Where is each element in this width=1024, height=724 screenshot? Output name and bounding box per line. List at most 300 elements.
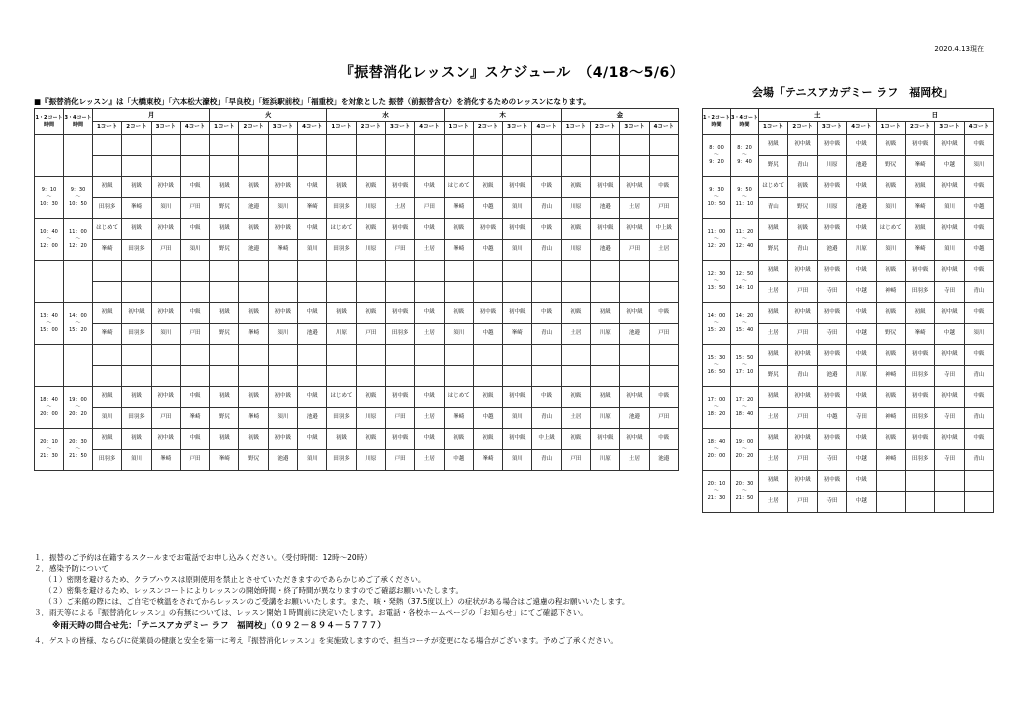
coach-cell: 戸田 bbox=[180, 450, 209, 471]
level-cell: 中級 bbox=[649, 429, 678, 450]
level-cell: 初中級 bbox=[817, 303, 846, 324]
coach-cell bbox=[210, 282, 239, 303]
coach-cell bbox=[591, 156, 620, 177]
level-cell: 初級 bbox=[356, 303, 385, 324]
coach-cell: 土居 bbox=[415, 450, 444, 471]
level-cell: 初級 bbox=[239, 219, 268, 240]
coach-cell: 神崎 bbox=[876, 282, 905, 303]
coach-cell: 戸田 bbox=[649, 198, 678, 219]
day-header: 日 bbox=[876, 109, 994, 122]
coach-cell: 野尻 bbox=[210, 408, 239, 429]
table-row bbox=[703, 345, 994, 366]
coach-cell: 田羽多 bbox=[93, 450, 122, 471]
coach-cell: 戸田 bbox=[561, 450, 590, 471]
level-cell: 初中級 bbox=[788, 303, 817, 324]
level-cell: 初中級 bbox=[268, 303, 297, 324]
coach-cell: 川原 bbox=[847, 240, 876, 261]
level-cell bbox=[620, 261, 649, 282]
level-cell: 初中級 bbox=[268, 429, 297, 450]
level-cell: 初級 bbox=[561, 177, 590, 198]
coach-cell: 川原 bbox=[356, 408, 385, 429]
level-cell: 初中級 bbox=[788, 471, 817, 492]
coach-cell: 池邉 bbox=[268, 450, 297, 471]
level-cell: 初級 bbox=[93, 177, 122, 198]
table-row bbox=[35, 198, 679, 219]
level-cell bbox=[649, 345, 678, 366]
level-cell: 初級 bbox=[444, 219, 473, 240]
level-cell: 初中級 bbox=[473, 219, 502, 240]
table-row bbox=[703, 387, 994, 408]
coach-cell: 峯崎 bbox=[503, 324, 532, 345]
level-cell: 中級 bbox=[532, 177, 561, 198]
coach-cell bbox=[151, 156, 180, 177]
coach-cell: 青山 bbox=[532, 198, 561, 219]
coach-cell: 田羽多 bbox=[122, 408, 151, 429]
coach-cell: 中越 bbox=[473, 408, 502, 429]
coach-cell: 神崎 bbox=[876, 408, 905, 429]
coach-cell bbox=[532, 282, 561, 303]
level-cell: 初級 bbox=[239, 177, 268, 198]
level-cell: 初級 bbox=[788, 177, 817, 198]
coach-cell: 寺田 bbox=[935, 450, 964, 471]
coach-cell bbox=[591, 282, 620, 303]
level-cell bbox=[935, 471, 964, 492]
court-header: 1コート bbox=[327, 122, 356, 135]
coach-cell bbox=[239, 156, 268, 177]
time34-cell: 11：00 ～ 12：20 bbox=[64, 219, 93, 261]
level-cell: 中級 bbox=[298, 177, 327, 198]
level-cell bbox=[561, 345, 590, 366]
coach-cell: 戸田 bbox=[180, 324, 209, 345]
day-header: 火 bbox=[210, 109, 327, 122]
level-cell: 初中級 bbox=[122, 303, 151, 324]
day-header: 金 bbox=[561, 109, 678, 122]
level-cell: 初級 bbox=[444, 429, 473, 450]
level-cell: 初級 bbox=[561, 303, 590, 324]
level-cell bbox=[356, 345, 385, 366]
coach-cell: 峯崎 bbox=[298, 198, 327, 219]
coach-cell: 青山 bbox=[788, 366, 817, 387]
coach-cell: 峯崎 bbox=[93, 324, 122, 345]
coach-cell: 戸田 bbox=[151, 408, 180, 429]
coach-cell: 池邉 bbox=[239, 198, 268, 219]
coach-cell: 寺田 bbox=[817, 324, 846, 345]
level-cell: はじめて bbox=[876, 219, 905, 240]
court-header: 3コート bbox=[151, 122, 180, 135]
coach-cell: 中越 bbox=[935, 156, 964, 177]
level-cell: 中級 bbox=[532, 387, 561, 408]
level-cell bbox=[503, 261, 532, 282]
coach-cell: 田羽多 bbox=[327, 408, 356, 429]
level-cell: 初級 bbox=[93, 387, 122, 408]
level-cell bbox=[561, 135, 590, 156]
table-row bbox=[35, 366, 679, 387]
coach-cell: 峯崎 bbox=[905, 324, 934, 345]
coach-cell: 寺田 bbox=[935, 408, 964, 429]
coach-cell: 土居 bbox=[620, 450, 649, 471]
coach-cell bbox=[415, 366, 444, 387]
coach-cell: 川原 bbox=[327, 324, 356, 345]
coach-cell: 寺田 bbox=[817, 492, 846, 513]
level-cell: 中級 bbox=[964, 177, 993, 198]
level-cell: 初級 bbox=[327, 177, 356, 198]
coach-cell: 須川 bbox=[268, 198, 297, 219]
time12-cell: 18：40 ～ 20：00 bbox=[703, 429, 731, 471]
coach-cell: 峯崎 bbox=[93, 240, 122, 261]
coach-cell: 田羽多 bbox=[327, 198, 356, 219]
level-cell bbox=[620, 345, 649, 366]
coach-cell: 池邉 bbox=[817, 240, 846, 261]
table-row bbox=[703, 177, 994, 198]
level-cell: 中級 bbox=[847, 135, 876, 156]
coach-cell: 須川 bbox=[298, 450, 327, 471]
level-cell bbox=[591, 135, 620, 156]
coach-cell bbox=[356, 366, 385, 387]
coach-cell bbox=[93, 366, 122, 387]
level-cell bbox=[591, 261, 620, 282]
coach-cell: 峯崎 bbox=[444, 240, 473, 261]
level-cell: 初級 bbox=[876, 345, 905, 366]
coach-cell bbox=[151, 282, 180, 303]
level-cell: 初中級 bbox=[935, 303, 964, 324]
level-cell: 初中級 bbox=[503, 387, 532, 408]
court-header: 2コート bbox=[122, 122, 151, 135]
level-cell: 初中級 bbox=[788, 429, 817, 450]
level-cell: 中級 bbox=[847, 429, 876, 450]
level-cell: 初中級 bbox=[151, 219, 180, 240]
coach-cell: 川原 bbox=[561, 198, 590, 219]
coach-cell: 須川 bbox=[268, 408, 297, 429]
level-cell: 初級 bbox=[473, 177, 502, 198]
level-cell: 初中級 bbox=[788, 387, 817, 408]
coach-cell: 田羽多 bbox=[122, 324, 151, 345]
level-cell bbox=[210, 261, 239, 282]
time12-cell: 9：30 ～ 10：50 bbox=[703, 177, 731, 219]
coach-cell: 中越 bbox=[847, 324, 876, 345]
level-cell: 初中級 bbox=[935, 345, 964, 366]
time34-cell bbox=[64, 261, 93, 303]
level-cell: 初級 bbox=[239, 429, 268, 450]
level-cell: 中級 bbox=[649, 177, 678, 198]
time12-cell: 20：10 ～ 21：30 bbox=[703, 471, 731, 513]
level-cell: 中級 bbox=[180, 219, 209, 240]
level-cell: 初級 bbox=[561, 219, 590, 240]
coach-cell bbox=[298, 282, 327, 303]
coach-cell: 池邉 bbox=[817, 366, 846, 387]
level-cell: 初級 bbox=[122, 219, 151, 240]
coach-cell: 峯崎 bbox=[210, 450, 239, 471]
coach-cell bbox=[122, 156, 151, 177]
coach-cell: 田羽多 bbox=[327, 240, 356, 261]
level-cell: 初中級 bbox=[385, 219, 414, 240]
coach-cell: 土居 bbox=[759, 324, 788, 345]
level-cell: 初級 bbox=[876, 261, 905, 282]
coach-cell: 須川 bbox=[444, 324, 473, 345]
coach-cell bbox=[327, 156, 356, 177]
court-header: 2コート bbox=[239, 122, 268, 135]
level-cell: 初中級 bbox=[473, 303, 502, 324]
note-2-1: （１）密閉を避けるため、クラブハウスは原則使用を禁止とさせていただきますのであらかじめご了承ください。 bbox=[44, 575, 426, 584]
level-cell: 中級 bbox=[847, 219, 876, 240]
level-cell: 初級 bbox=[210, 303, 239, 324]
level-cell: 初中級 bbox=[385, 387, 414, 408]
coach-cell: 池邉 bbox=[620, 324, 649, 345]
level-cell bbox=[532, 135, 561, 156]
level-cell bbox=[385, 135, 414, 156]
coach-cell: 峯崎 bbox=[180, 408, 209, 429]
table-row bbox=[35, 282, 679, 303]
level-cell: 初級 bbox=[876, 303, 905, 324]
level-cell: 初級 bbox=[759, 135, 788, 156]
coach-cell: 土居 bbox=[759, 408, 788, 429]
court-header: 3コート bbox=[503, 122, 532, 135]
level-cell: 初中級 bbox=[151, 177, 180, 198]
day-header: 水 bbox=[327, 109, 444, 122]
level-cell: 初級 bbox=[876, 387, 905, 408]
rain-contact: ※雨天時の問合せ先：「テニスアカデミー ラフ 福岡校」（０９２－８９４－５７７７） bbox=[52, 621, 386, 631]
level-cell: 初級 bbox=[759, 219, 788, 240]
level-cell: 中上級 bbox=[532, 429, 561, 450]
notes-section bbox=[34, 552, 629, 646]
level-cell: 初級 bbox=[356, 219, 385, 240]
level-cell bbox=[415, 345, 444, 366]
coach-cell: 中越 bbox=[473, 198, 502, 219]
coach-cell: 中越 bbox=[847, 450, 876, 471]
venue-label: 会場「テニスアカデミー ラフ 福岡校」 bbox=[752, 86, 954, 99]
coach-cell: 須川 bbox=[503, 450, 532, 471]
coach-cell: 須川 bbox=[935, 198, 964, 219]
coach-cell bbox=[561, 156, 590, 177]
table-row bbox=[35, 303, 679, 324]
level-cell: 初中級 bbox=[385, 429, 414, 450]
coach-cell bbox=[239, 366, 268, 387]
coach-cell bbox=[385, 282, 414, 303]
coach-cell: 中越 bbox=[964, 198, 993, 219]
coach-cell: 峯崎 bbox=[905, 156, 934, 177]
level-cell bbox=[210, 135, 239, 156]
coach-cell bbox=[327, 366, 356, 387]
level-cell: 初中級 bbox=[817, 345, 846, 366]
court-header: 3コート bbox=[268, 122, 297, 135]
court-header: 4コート bbox=[180, 122, 209, 135]
coach-cell bbox=[210, 156, 239, 177]
court-header: 3コート bbox=[385, 122, 414, 135]
level-cell: 初級 bbox=[356, 429, 385, 450]
level-cell: 初級 bbox=[356, 177, 385, 198]
coach-cell: 土居 bbox=[759, 450, 788, 471]
time34-cell: 12：50 ～ 14：10 bbox=[731, 261, 759, 303]
coach-cell: 川原 bbox=[847, 366, 876, 387]
time12-cell: 17：00 ～ 18：20 bbox=[703, 387, 731, 429]
coach-cell: 川原 bbox=[591, 324, 620, 345]
coach-cell: 野尻 bbox=[759, 156, 788, 177]
level-cell bbox=[298, 135, 327, 156]
level-cell bbox=[239, 261, 268, 282]
time12-cell bbox=[35, 135, 64, 177]
level-cell: 中級 bbox=[532, 219, 561, 240]
level-cell: 初中級 bbox=[151, 303, 180, 324]
coach-cell: 寺田 bbox=[817, 450, 846, 471]
coach-cell bbox=[93, 156, 122, 177]
coach-cell: 戸田 bbox=[788, 282, 817, 303]
table-row bbox=[35, 261, 679, 282]
level-cell: はじめて bbox=[444, 387, 473, 408]
coach-cell: 土居 bbox=[759, 492, 788, 513]
level-cell: 初中級 bbox=[268, 219, 297, 240]
level-cell: 初中級 bbox=[905, 261, 934, 282]
court-header: 2コート bbox=[788, 122, 817, 135]
coach-cell: 寺田 bbox=[847, 408, 876, 429]
level-cell bbox=[239, 345, 268, 366]
level-cell bbox=[180, 135, 209, 156]
time12-header: 1・2コート 時間 bbox=[703, 109, 731, 135]
level-cell: 中級 bbox=[415, 303, 444, 324]
coach-cell bbox=[210, 366, 239, 387]
coach-cell: 土居 bbox=[649, 240, 678, 261]
coach-cell bbox=[444, 156, 473, 177]
time12-cell: 10：40 ～ 12：00 bbox=[35, 219, 64, 261]
coach-cell bbox=[268, 366, 297, 387]
coach-cell bbox=[151, 366, 180, 387]
coach-cell: 須川 bbox=[122, 450, 151, 471]
time34-cell: 9：50 ～ 11：10 bbox=[731, 177, 759, 219]
level-cell bbox=[268, 345, 297, 366]
level-cell: 中級 bbox=[649, 387, 678, 408]
level-cell: 中級 bbox=[298, 219, 327, 240]
level-cell: 中級 bbox=[847, 177, 876, 198]
level-cell: 中級 bbox=[415, 177, 444, 198]
coach-cell bbox=[356, 282, 385, 303]
coach-cell: 川原 bbox=[561, 240, 590, 261]
coach-cell: 青山 bbox=[532, 240, 561, 261]
coach-cell: 須川 bbox=[876, 240, 905, 261]
coach-cell: 戸田 bbox=[649, 324, 678, 345]
level-cell bbox=[239, 135, 268, 156]
coach-cell bbox=[122, 282, 151, 303]
table-row bbox=[35, 240, 679, 261]
time12-cell: 14：00 ～ 15：20 bbox=[703, 303, 731, 345]
level-cell: 中級 bbox=[847, 345, 876, 366]
level-cell bbox=[503, 135, 532, 156]
level-cell: 中上級 bbox=[649, 219, 678, 240]
level-cell: 中級 bbox=[180, 429, 209, 450]
table-row bbox=[35, 219, 679, 240]
coach-cell bbox=[561, 282, 590, 303]
coach-cell bbox=[876, 492, 905, 513]
level-cell bbox=[385, 345, 414, 366]
time34-header: 3・4コート 時間 bbox=[64, 109, 93, 135]
level-cell bbox=[298, 261, 327, 282]
coach-cell bbox=[649, 282, 678, 303]
coach-cell: 神崎 bbox=[876, 366, 905, 387]
level-cell: 初中級 bbox=[385, 303, 414, 324]
level-cell: 中級 bbox=[415, 387, 444, 408]
coach-cell bbox=[591, 366, 620, 387]
level-cell: はじめて bbox=[93, 219, 122, 240]
level-cell: はじめて bbox=[444, 177, 473, 198]
coach-cell: 池邉 bbox=[591, 198, 620, 219]
level-cell: はじめて bbox=[327, 387, 356, 408]
level-cell: 初中級 bbox=[503, 429, 532, 450]
level-cell bbox=[444, 135, 473, 156]
level-cell: 初級 bbox=[356, 387, 385, 408]
level-cell: 初中級 bbox=[905, 387, 934, 408]
level-cell: 中級 bbox=[180, 303, 209, 324]
level-cell bbox=[503, 345, 532, 366]
level-cell: 初中級 bbox=[503, 219, 532, 240]
level-cell: 初中級 bbox=[788, 261, 817, 282]
level-cell: 初中級 bbox=[817, 177, 846, 198]
level-cell bbox=[473, 261, 502, 282]
level-cell bbox=[356, 261, 385, 282]
coach-cell: 中越 bbox=[473, 324, 502, 345]
note-2-2: （２）密集を避けるため、レッスンコートによりレッスンの開始時間・終了時間が異なりますのでご確認お願いいたします。 bbox=[44, 586, 463, 595]
coach-cell bbox=[620, 282, 649, 303]
level-cell: 初級 bbox=[561, 429, 590, 450]
level-cell bbox=[327, 345, 356, 366]
coach-cell: 野尻 bbox=[876, 156, 905, 177]
table-row bbox=[35, 408, 679, 429]
coach-cell: 戸田 bbox=[788, 492, 817, 513]
coach-cell: 田羽多 bbox=[385, 324, 414, 345]
time34-cell: 14：20 ～ 15：40 bbox=[731, 303, 759, 345]
coach-cell: 神崎 bbox=[876, 450, 905, 471]
level-cell: 中級 bbox=[964, 303, 993, 324]
court-header: 2コート bbox=[473, 122, 502, 135]
coach-cell: 戸田 bbox=[385, 408, 414, 429]
level-cell bbox=[444, 261, 473, 282]
coach-cell: 中越 bbox=[964, 240, 993, 261]
table-row bbox=[35, 135, 679, 156]
time34-cell bbox=[64, 345, 93, 387]
time12-header: 1・2コート 時間 bbox=[35, 109, 64, 135]
level-cell: 初級 bbox=[122, 177, 151, 198]
level-cell: 初中級 bbox=[151, 387, 180, 408]
level-cell: 初中級 bbox=[935, 261, 964, 282]
coach-cell: 中越 bbox=[473, 240, 502, 261]
level-cell: 初級 bbox=[239, 387, 268, 408]
time12-cell bbox=[35, 345, 64, 387]
coach-cell bbox=[503, 366, 532, 387]
level-cell: 初級 bbox=[473, 387, 502, 408]
coach-cell: 野尻 bbox=[210, 240, 239, 261]
coach-cell: 須川 bbox=[151, 198, 180, 219]
time12-cell: 15：30 ～ 16：50 bbox=[703, 345, 731, 387]
page-title: 『振替消化レッスン』スケジュール （4/18～5/6） bbox=[339, 65, 685, 81]
level-cell: 初級 bbox=[759, 429, 788, 450]
table-row bbox=[35, 387, 679, 408]
time34-header: 3・4コート 時間 bbox=[731, 109, 759, 135]
coach-cell: 土居 bbox=[415, 240, 444, 261]
coach-cell: 青山 bbox=[532, 324, 561, 345]
coach-cell: 池邉 bbox=[239, 240, 268, 261]
coach-cell: 須川 bbox=[93, 408, 122, 429]
level-cell: 初中級 bbox=[817, 135, 846, 156]
coach-cell: 峯崎 bbox=[122, 198, 151, 219]
level-cell: 初級 bbox=[210, 429, 239, 450]
court-header: 4コート bbox=[298, 122, 327, 135]
level-cell bbox=[415, 261, 444, 282]
time34-cell: 9：30 ～ 10：50 bbox=[64, 177, 93, 219]
day-header: 月 bbox=[93, 109, 210, 122]
level-cell: 初中級 bbox=[268, 177, 297, 198]
level-cell: 初中級 bbox=[151, 429, 180, 450]
level-cell bbox=[385, 261, 414, 282]
coach-cell bbox=[415, 156, 444, 177]
coach-cell: 野尻 bbox=[788, 198, 817, 219]
coach-cell bbox=[620, 156, 649, 177]
level-cell bbox=[151, 135, 180, 156]
